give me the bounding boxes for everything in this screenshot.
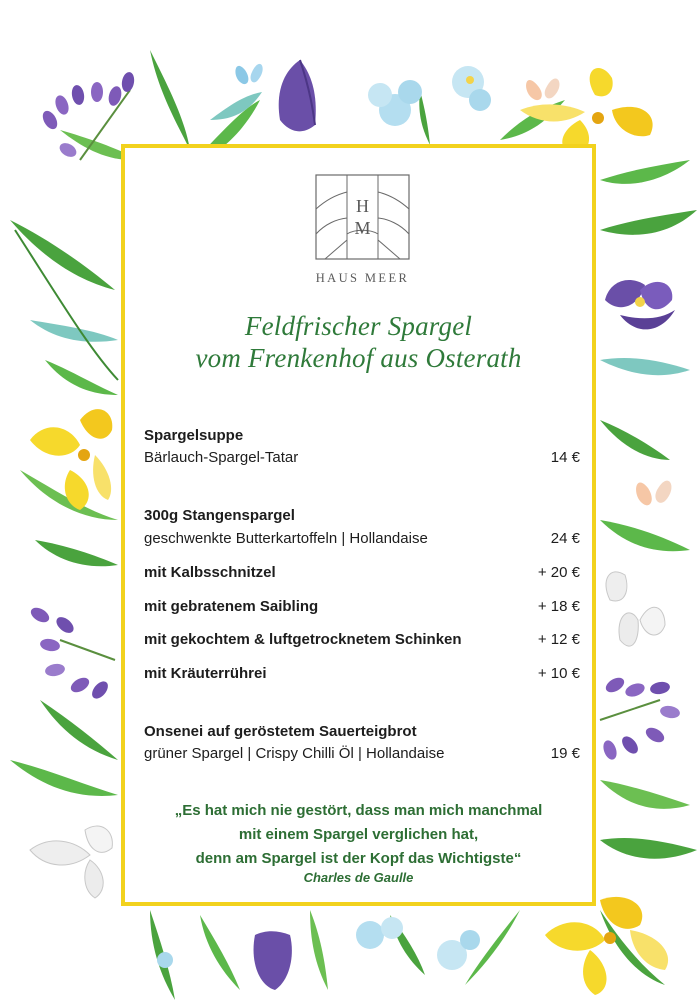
- dish-name: Onsenei auf geröstetem Sauerteigbrot: [144, 723, 417, 740]
- dish-description: grüner Spargel | Crispy Chilli Öl | Hollandaise: [144, 745, 445, 762]
- dish-price: 14 €: [550, 449, 580, 466]
- menu-item-row: [144, 745, 580, 767]
- white-flower-icon: [30, 826, 112, 898]
- addon-row: [144, 564, 580, 586]
- addon-price: + 12 €: [537, 631, 580, 648]
- menu-item-heading: [144, 427, 580, 449]
- bellflower-icon: [279, 60, 316, 131]
- bellflower-icon: [254, 931, 292, 990]
- dish-name: 300g Stangenspargel: [144, 507, 295, 524]
- menu-card: [121, 144, 596, 906]
- addon-price: + 20 €: [537, 564, 580, 581]
- addon-name: mit gebratenem Saibling: [144, 598, 319, 615]
- monogram-bottom-letter: M: [354, 218, 371, 238]
- quote-line-1: „Es hat mich nie gestört, dass man mich manchmal: [174, 802, 543, 819]
- menu-item-row: [144, 449, 580, 471]
- addon-name: mit Kalbsschnitzel: [144, 564, 276, 581]
- white-flower-icon: [606, 572, 665, 646]
- menu-item-row: [144, 530, 580, 552]
- quote-line-2: mit einem Spargel verglichen hat,: [238, 826, 479, 843]
- addon-row: [144, 631, 580, 653]
- purple-flower-icon: [600, 675, 681, 762]
- dish-description: geschwenkte Butterkartoffeln | Hollandaise: [144, 530, 428, 547]
- menu-item-heading: [144, 723, 580, 745]
- menu-title-line-1: Feldfrischer Spargel: [244, 311, 473, 341]
- addon-row: [144, 665, 580, 687]
- monogram-logo-icon: [315, 174, 410, 260]
- monogram-top-letter: H: [356, 196, 369, 216]
- addon-price: + 18 €: [537, 598, 580, 615]
- crocus-icon: [605, 280, 675, 329]
- yellow-flower-icon: [30, 409, 112, 510]
- haus-meer-logo: [315, 174, 410, 285]
- addon-name: mit Kräuterrührei: [144, 665, 267, 682]
- yellow-flower-icon: [520, 68, 653, 155]
- quote-line-3: denn am Spargel ist der Kopf das Wichtigste“: [195, 850, 522, 867]
- blue-flower-icon: [368, 66, 491, 126]
- dish-price: 19 €: [550, 745, 580, 762]
- menu-title-line-2: vom Frenkenhof aus Osterath: [195, 343, 522, 373]
- dish-price: 24 €: [550, 530, 580, 547]
- menu-item-heading: [144, 507, 580, 529]
- butterfly-icon: [636, 481, 671, 506]
- addon-price: + 10 €: [537, 665, 580, 682]
- yellow-flower-icon: [545, 897, 668, 995]
- leaf-icon: [10, 220, 118, 796]
- brand-name: HAUS MEER: [315, 271, 410, 285]
- addon-name: mit gekochtem & luftgetrocknetem Schinken: [144, 631, 462, 648]
- addon-row: [144, 598, 580, 620]
- purple-flower-icon: [28, 605, 115, 702]
- dish-description: Bärlauch-Spargel-Tatar: [144, 449, 299, 466]
- dish-name: Spargelsuppe: [144, 427, 244, 444]
- quote-author: Charles de Gaulle: [303, 870, 414, 885]
